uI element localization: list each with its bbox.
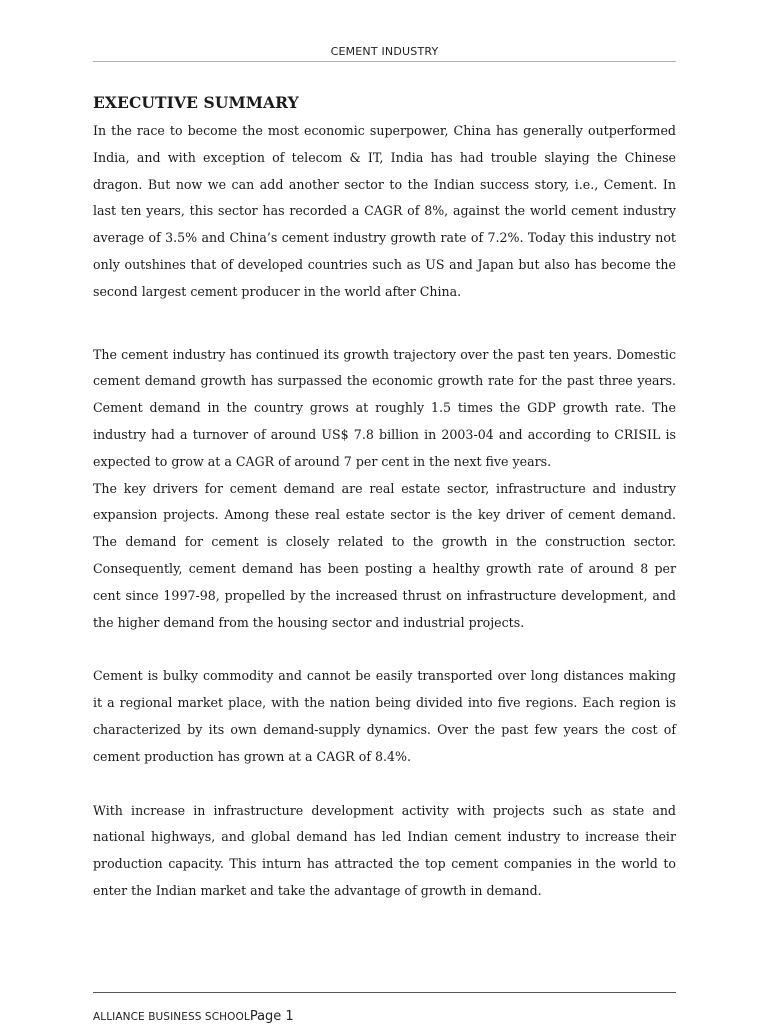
paragraph-drivers: The key drivers for cement demand are real estate sector, infrastructure and industry expansion projects. Among these real estate sector is the key driver of cement demand. The demand for cement is closely related to the growth in the construction sector. Consequently, cement demand has been posting a healthy growth rate of around 8 per cent since 1997-98, propelled by the increased thrust on infrastructure development, and the higher demand from the housing sector and industrial projects. — [93, 480, 676, 630]
paragraph-spacer — [93, 636, 676, 663]
paragraph-infrastructure: With increase in infrastructure development activity with projects such as state and national highways, and global demand has led Indian cement industry to increase their production capacity. This inturn has attracted the top cement companies in the world to enter the Indian market and take the advantage of growth in demand. — [93, 802, 676, 898]
paragraph-spacer — [93, 306, 676, 342]
paragraph-spacer — [93, 771, 676, 798]
paragraph-intro: In the race to become the most economic superpower, China has generally outperformed India, and with exception of telecom & IT, India has had trouble slaying the Chinese dragon. But now we can add another sector to the Indian success story, i.e., Cement. In last ten years, this sector has recorded a CAGR of 8%, against the world cement industry average of 3.5% and China’s cement industry growth rate of 7.2%. Today this industry not only outshines that of developed countries such as US and Japan but also has become the second largest cement producer in the world after China. — [93, 123, 676, 299]
section-heading: EXECUTIVE SUMMARY — [93, 93, 299, 112]
page-footer — [93, 1006, 294, 1026]
running-header: CEMENT INDUSTRY — [330, 45, 439, 58]
page-number: Page 1 — [249, 1009, 294, 1024]
footer-school-name: ALLIANCE BUSINESS SCHOOL — [93, 1011, 250, 1023]
paragraph-regions: Cement is bulky commodity and cannot be easily transported over long distances making it a regional market place, with the nation being divided into five regions. Each region is characterized by its own demand-supply dynamics. Over the past few years the cost of cement production has grown at a CAGR of 8.4%. — [93, 668, 676, 764]
page-body — [93, 90, 676, 905]
paragraph-growth: The cement industry has continued its growth trajectory over the past ten years. Domestic cement demand growth has surpassed the economic growth rate for the past three years. Cement demand in the country grows at roughly 1.5 times the GDP growth rate. The industry had a turnover of around US$ 7.8 billion in 2003-04 and according to CRISIL is expected to grow at a CAGR of around 7 per cent in the next five years. — [93, 346, 676, 469]
footer-divider — [93, 992, 676, 993]
header-divider — [93, 61, 676, 62]
